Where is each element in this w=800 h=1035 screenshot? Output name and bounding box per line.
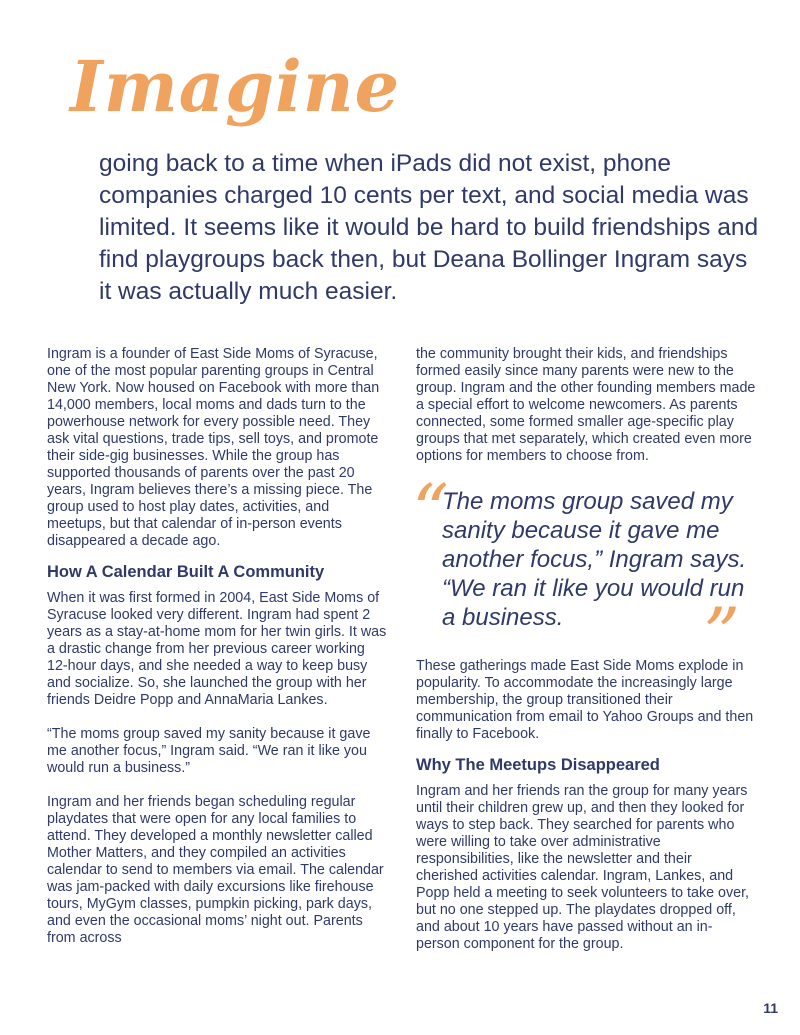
left-column	[47, 346, 387, 947]
body-paragraph: Ingram and her friends began scheduling regular playdates that were open for any local families to attend. They developed a monthly newsletter called Mother Matters, and they compiled an activities calendar to send to members via email. The calendar was jam-packed with daily excursions like firehouse tours, MyGym classes, pumpkin picking, park days, and even the occasional moms’ night out. Parents from across	[47, 794, 384, 946]
section-heading: Why The Meetups Disappeared	[416, 756, 660, 774]
open-quote-icon: “	[412, 469, 449, 553]
pull-quote	[412, 469, 756, 676]
close-quote-icon: ”	[703, 592, 740, 676]
right-column	[412, 346, 756, 953]
body-paragraph: Ingram is a founder of East Side Moms of Syracuse, one of the most popular parenting groups in Central New York. Now housed on Facebook with more than 14,000 members, local moms and dads turn to the powerhouse network for every possible need. They ask vital questions, trade tips, sell toys, and promote their side-gig businesses. While the group has supported thousands of parents over the past 20 years, Ingram believes there’s a missing piece. The group used to host play dates, activities, and meetups, but that calendar of in-person events disappeared a decade ago.	[47, 346, 380, 549]
body-paragraph: “The moms group saved my sanity because it gave me another focus,” Ingram said. “We ran it like you would run a business.”	[47, 726, 371, 776]
body-paragraph: These gatherings made East Side Moms explode in popularity. To accommodate the increasingly large membership, the group transitioned their communication from email to Yahoo Groups and then finally to Facebook.	[416, 658, 754, 742]
body-paragraph: Ingram and her friends ran the group for many years until their children grew up, and then they looked for ways to step back. They searched for parents who were willing to take over administrative responsibilities, like the newsletter and their cherished activities calendar. Ingram, Lankes, and Popp held a meeting to seek volunteers to take over, but no one stepped up. The playdates dropped off, and about 10 years have passed without an in-person component for the group.	[416, 783, 750, 952]
body-paragraph: When it was first formed in 2004, East Side Moms of Syracuse looked very different. Ingram had spent 2 years as a stay-at-home mom for her twin girls. It was a drastic change from her previous career working 12-hour days, and she needed a way to keep busy and socialize. So, she launched the group with her friends Deidre Popp and AnnaMaria Lankes.	[47, 590, 387, 708]
section-heading: How A Calendar Built A Community	[47, 563, 325, 581]
headline: Imagine	[70, 45, 401, 128]
intro-paragraph: going back to a time when iPads did not exist, phone companies charged 10 cents per text, and social media was limited. It seems like it would be hard to build friendships and find playgroups back then, but Deana Bollinger Ingram says it was actually much easier.	[99, 150, 759, 305]
pull-quote-text: The moms group saved my sanity because it gave me another focus,” Ingram says. “We ran it like you would run a business.	[442, 488, 747, 631]
body-paragraph: the community brought their kids, and friendships formed easily since many parents were new to the group. Ingram and the other founding members made a special effort to welcome newcomers. As parents connected, some formed smaller age-specific play groups that met separately, which created even more options for members to choose from.	[416, 346, 756, 464]
page-number: 11	[763, 1000, 778, 1016]
